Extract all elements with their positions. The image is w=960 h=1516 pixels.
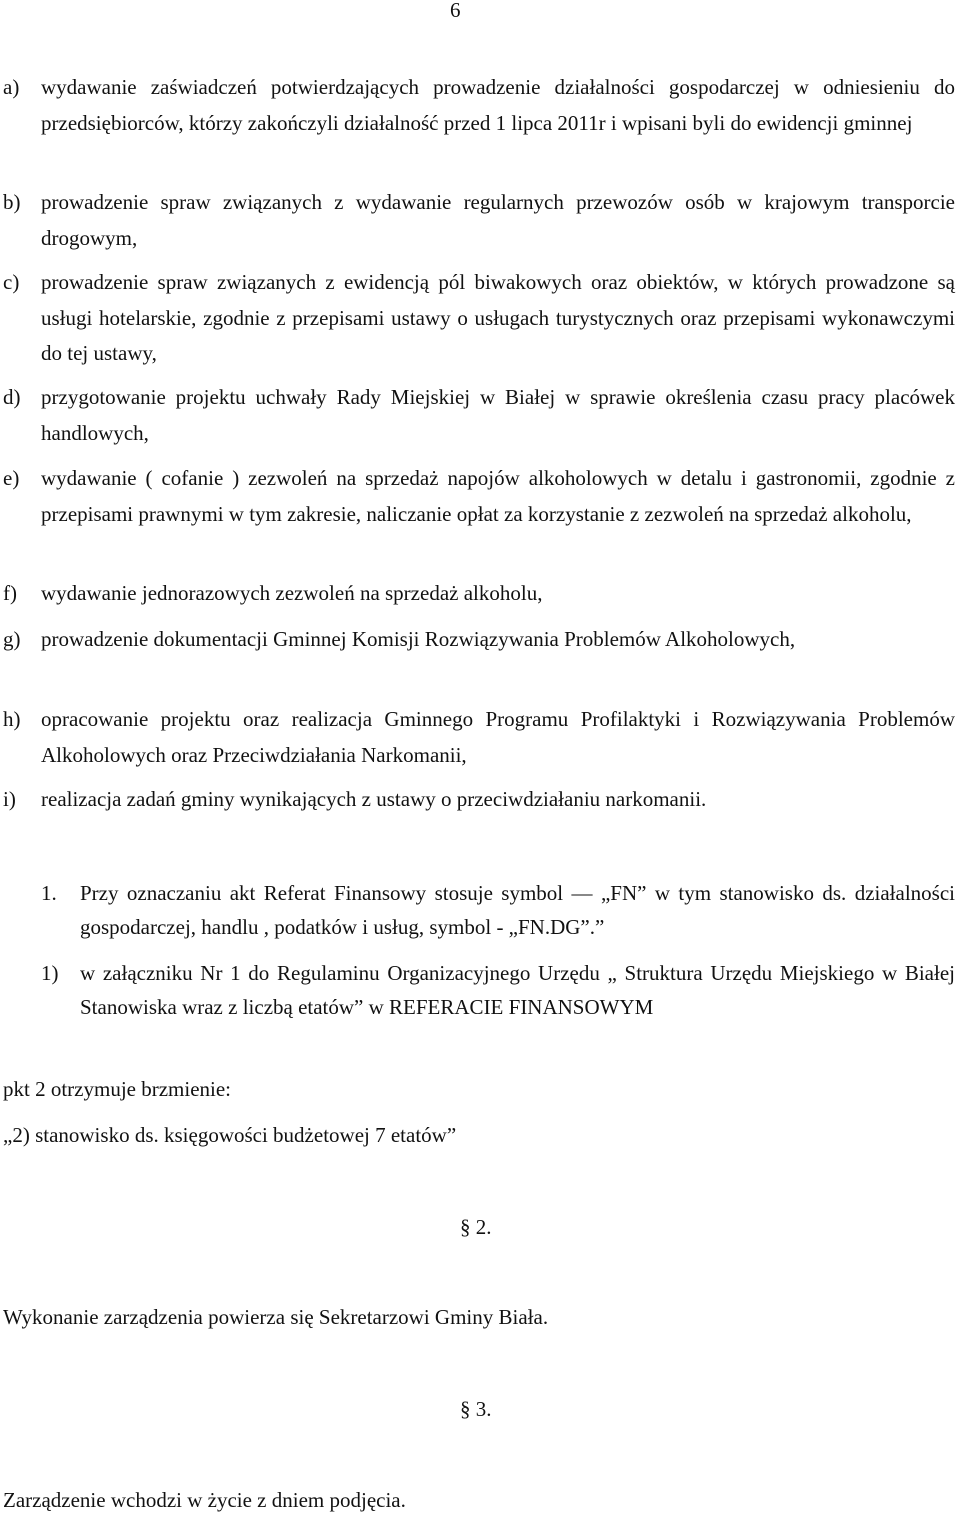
numbered-item-text: w załączniku Nr 1 do Regulaminu Organizacyjnego Urzędu „ Struktura Urzędu Miejskiego w Białej Stanowiska wraz z liczbą etatów” w REFERACIE FINANSOWYM [80,961,955,1019]
list-item-c [0,265,955,372]
list-item-text: prowadzenie spraw związanych z ewidencją pól biwakowych oraz obiektów, w których prowadzone są usługi hotelarskie, zgodnie z przepisami ustawy o usługach turystycznych oraz przepisami wykonawczymi do tej ustawy, [41,270,955,365]
numbered-item-label: 1. [41,881,57,905]
list-item-d [0,380,955,451]
list-item-b [0,185,955,256]
list-item-f [0,576,955,612]
pkt2-line: „2) stanowisko ds. księgowości budżetowej 7 etatów” [3,1123,457,1147]
list-item-label: i) [3,787,16,811]
section-3-text: Zarządzenie wchodzi w życie z dniem podjęcia. [3,1488,406,1512]
list-item-g [0,622,955,658]
list-item-label: h) [3,707,21,731]
list-item-text: prowadzenie spraw związanych z wydawanie regularnych przewozów osób w krajowym transporcie drogowym, [41,190,955,250]
pkt2-intro: pkt 2 otrzymuje brzmienie: [3,1077,232,1101]
numbered-item-label: 1) [41,961,59,985]
list-item-label: c) [3,270,20,294]
list-item-i [0,782,955,818]
list-item-text: prowadzenie dokumentacji Gminnej Komisji Rozwiązywania Problemów Alkoholowych, [41,627,796,651]
list-item-text: wydawanie zaświadczeń potwierdzających prowadzenie działalności gospodarczej w odniesieniu do przedsiębiorców, którzy zakończyli działalność przed 1 lipca 2011r i wpisani byli do ewidencji gminnej [41,75,955,135]
section-2-mark: § 2. [460,1215,492,1239]
list-item-label: d) [3,385,21,409]
list-item-text: opracowanie projektu oraz realizacja Gminnego Programu Profilaktyki i Rozwiązywania Problemów Alkoholowych oraz Przeciwdziałania Narkomanii, [41,707,955,767]
section-2-text: Wykonanie zarządzenia powierza się Sekretarzowi Gminy Biała. [3,1305,549,1329]
list-item-a [0,70,955,141]
list-item-text: wydawanie ( cofanie ) zezwoleń na sprzedaż napojów alkoholowych w detalu i gastronomii, zgodnie z przepisami prawnymi w tym zakresie, naliczanie opłat za korzystanie z zezwoleń na sprzedaż alkoholu, [41,466,955,526]
section-3-mark: § 3. [460,1397,492,1421]
list-item-label: f) [3,581,17,605]
page-number: 6 [450,0,461,22]
list-item-label: a) [3,75,20,99]
numbered-item-1-paren [0,956,955,1024]
list-item-h [0,702,955,773]
numbered-item-1 [0,876,955,944]
list-item-label: g) [3,627,21,651]
list-item-label: b) [3,190,21,214]
list-item-label: e) [3,466,20,490]
list-item-text: przygotowanie projektu uchwały Rady Miejskiej w Białej w sprawie określenia czasu pracy placówek handlowych, [41,385,955,445]
list-item-e [0,461,955,532]
list-item-text: realizacja zadań gminy wynikających z ustawy o przeciwdziałaniu narkomanii. [41,787,707,811]
list-item-text: wydawanie jednorazowych zezwoleń na sprzedaż alkoholu, [41,581,543,605]
numbered-item-text: Przy oznaczaniu akt Referat Finansowy stosuje symbol — „FN” w tym stanowisko ds. działalności gospodarczej, handlu , podatków i usług, symbol - „FN.DG”.” [80,881,955,939]
